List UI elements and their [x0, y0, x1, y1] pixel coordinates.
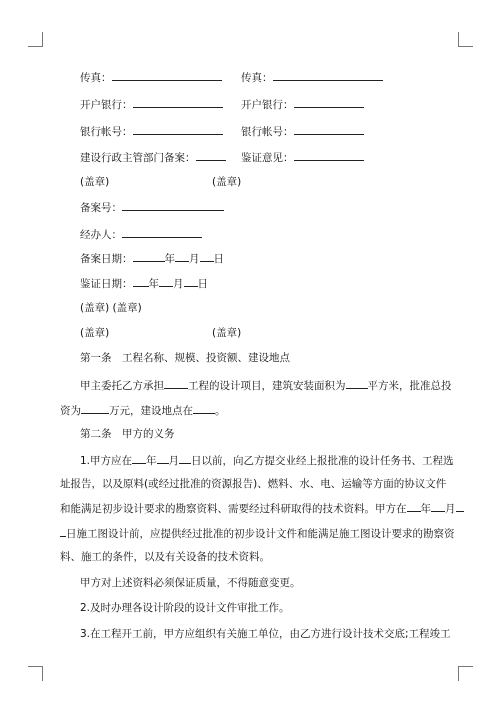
fax-blank-right	[273, 70, 383, 81]
filing-number-blank	[122, 200, 224, 211]
certification-opinion-blank	[294, 150, 364, 161]
authority-filing-blank	[196, 150, 226, 161]
seal-right-1: (盖章)	[212, 176, 242, 188]
fax-field-right: 传真：	[241, 70, 383, 85]
article2-guarantee: 甲方对上述资料必须保证质量，不得随意变更。	[80, 577, 301, 589]
bank-field-right: 开户银行：	[241, 97, 364, 112]
handler-blank	[122, 227, 202, 238]
certification-opinion-field: 鉴证意见：	[241, 150, 364, 165]
fax-blank-left	[112, 70, 222, 81]
filing-date-field: 备案日期： 年 月 日	[80, 253, 224, 265]
article1-para-line2: 资为 万元，建设地点在 。	[60, 405, 226, 417]
handler-field: 经办人：	[80, 227, 202, 242]
account-field-left: 银行帐号：	[80, 124, 223, 139]
article2-item3: 3.在工程开工前，甲方应组织有关施工单位，由乙方进行设计技术交底;工程竣工	[80, 628, 451, 640]
article2-heading: 第二条 甲方的义务	[80, 428, 175, 440]
crop-mark-bottom-left	[28, 666, 43, 681]
article1-para-line1: 甲主委托乙方承担 工程的设计项目，建筑安装面积为 平方米，批准总投	[80, 380, 452, 392]
bank-blank-right	[294, 97, 364, 108]
account-blank-left	[133, 124, 223, 135]
crop-mark-top-left	[28, 32, 43, 47]
bank-blank-left	[133, 97, 223, 108]
article2-item1-line3: 和能满足初步设计要求的勘察资料、需要经过科研取得的技术资料。甲方在 年 月	[60, 501, 464, 516]
article2-item1-line2: 址报告，以及原料(或经过批准的资源报告)、燃料、水、电、运输等方面的协议文件	[60, 478, 447, 490]
article2-item1-line5: 料、施工的条件，以及有关设备的技术资料。	[60, 551, 270, 563]
crop-mark-top-right	[458, 32, 473, 47]
crop-mark-bottom-right	[458, 666, 473, 681]
article2-item1-line4: 日施工图设计前，应提供经过批准的初步设计文件和能满足施工图设计要求的勘察资	[60, 526, 455, 541]
article1-heading: 第一条 工程名称、规模、投资额、建设地点	[80, 352, 290, 364]
seal-left-2: (盖章)	[80, 327, 110, 339]
filing-number-field: 备案号：	[80, 200, 224, 215]
fax-field-left: 传真：	[80, 70, 222, 85]
article2-item1-line1: 1.甲方应在 年 月 日以前，向乙方提交业经上报批准的设计任务书、工程选	[80, 455, 454, 467]
seal-right-2: (盖章)	[212, 327, 242, 339]
seal-pair: (盖章) (盖章)	[80, 302, 142, 314]
account-field-right: 银行帐号：	[241, 124, 364, 139]
certification-date-field: 鉴证日期： 年 月 日	[80, 278, 208, 290]
account-blank-right	[294, 124, 364, 135]
authority-filing-field: 建设行政主管部门备案：	[80, 150, 226, 165]
seal-left-1: (盖章)	[80, 176, 110, 188]
article2-item2: 2.及时办理各设计阶段的设计文件审批工作。	[80, 602, 290, 614]
bank-field-left: 开户银行：	[80, 97, 223, 112]
